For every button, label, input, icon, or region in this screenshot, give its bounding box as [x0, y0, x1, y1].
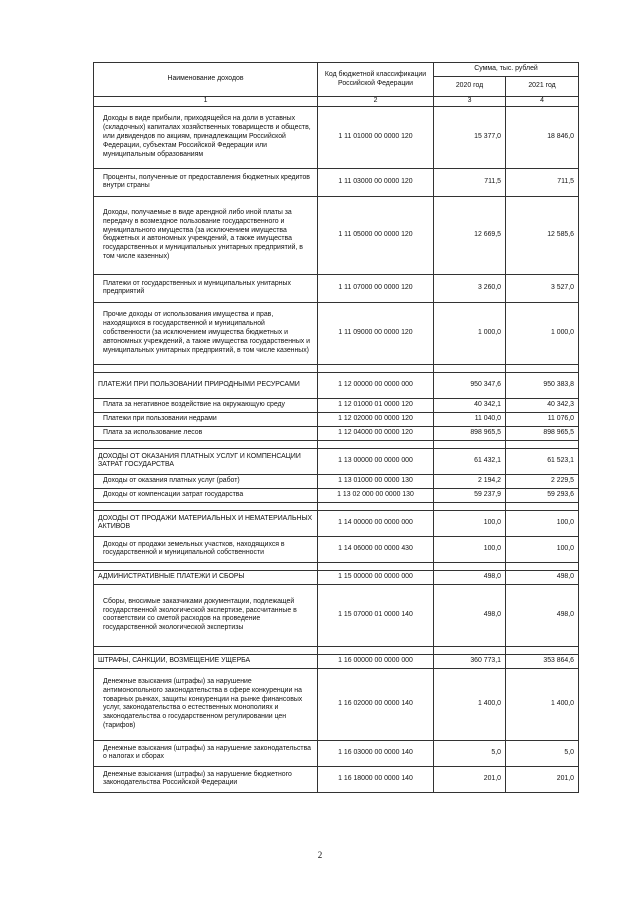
row-code: 1 16 18000 00 0000 140: [318, 766, 434, 792]
table-row: [94, 398, 579, 412]
spacer-cell: [506, 440, 579, 448]
header-index-4: 4: [506, 97, 579, 107]
row-name: Прочие доходы от использования имущества и прав, находящихся в государственной и муниципальной собственности (за исключением имущества бюджетных и автономных учреждений, а также имущества государственных и муниципальных унитарных предприятий, в том числе казенных): [94, 302, 318, 364]
table-body: [94, 106, 579, 792]
spacer-cell: [94, 562, 318, 570]
row-value-2021: 950 383,8: [506, 372, 579, 398]
row-value-2021: 5,0: [506, 740, 579, 766]
row-value-2020: 201,0: [434, 766, 506, 792]
row-value-2020: 950 347,6: [434, 372, 506, 398]
revenue-table: [93, 62, 579, 793]
row-code: 1 13 01000 00 0000 130: [318, 474, 434, 488]
header-index-1: 1: [94, 97, 318, 107]
row-name: Проценты, полученные от предоставления бюджетных кредитов внутри страны: [94, 168, 318, 196]
spacer-row: [94, 562, 579, 570]
row-value-2020: 1 400,0: [434, 668, 506, 740]
table-row: [94, 766, 579, 792]
header-year-2021: 2021 год: [506, 77, 579, 97]
row-code: 1 11 05000 00 0000 120: [318, 196, 434, 274]
table-row: [94, 106, 579, 168]
row-value-2021: 100,0: [506, 510, 579, 536]
row-name: Доходы от компенсации затрат государства: [94, 488, 318, 502]
header-sum: Сумма, тыс. рублей: [434, 63, 579, 77]
row-name: ДОХОДЫ ОТ ПРОДАЖИ МАТЕРИАЛЬНЫХ И НЕМАТЕРИАЛЬНЫХ АКТИВОВ: [94, 510, 318, 536]
row-code: 1 13 02 000 00 0000 130: [318, 488, 434, 502]
row-code: 1 11 01000 00 0000 120: [318, 106, 434, 168]
row-value-2020: 100,0: [434, 536, 506, 562]
row-name: Денежные взыскания (штрафы) за нарушение бюджетного законодательства Российской Федерации: [94, 766, 318, 792]
row-name: Доходы от оказания платных услуг (работ): [94, 474, 318, 488]
spacer-cell: [94, 364, 318, 372]
row-value-2021: 1 400,0: [506, 668, 579, 740]
row-value-2020: 59 237,9: [434, 488, 506, 502]
group-row: [94, 448, 579, 474]
row-value-2020: 15 377,0: [434, 106, 506, 168]
table-row: [94, 274, 579, 302]
row-name: Плата за использование лесов: [94, 426, 318, 440]
spacer-cell: [434, 440, 506, 448]
row-value-2021: 40 342,3: [506, 398, 579, 412]
row-name: АДМИНИСТРАТИВНЫЕ ПЛАТЕЖИ И СБОРЫ: [94, 570, 318, 584]
row-value-2021: 61 523,1: [506, 448, 579, 474]
group-row: [94, 510, 579, 536]
row-value-2020: 3 260,0: [434, 274, 506, 302]
row-value-2021: 201,0: [506, 766, 579, 792]
spacer-cell: [434, 502, 506, 510]
row-name: Доходы, получаемые в виде арендной либо иной платы за передачу в возмездное пользование государственного и муниципального имущества (за исключением имущества бюджетных и автономных учреждений, а также имущества государственных и муниципальных унитарных предприятий, в том числе казенных): [94, 196, 318, 274]
row-value-2020: 498,0: [434, 570, 506, 584]
row-value-2021: 11 076,0: [506, 412, 579, 426]
row-value-2021: 898 965,5: [506, 426, 579, 440]
table-row: [94, 584, 579, 646]
group-row: [94, 654, 579, 668]
table-row: [94, 474, 579, 488]
row-value-2020: 12 669,5: [434, 196, 506, 274]
row-name: Денежные взыскания (штрафы) за нарушение законодательства о налогах и сборах: [94, 740, 318, 766]
spacer-row: [94, 440, 579, 448]
row-code: 1 16 00000 00 0000 000: [318, 654, 434, 668]
table-row: [94, 302, 579, 364]
row-value-2020: 711,5: [434, 168, 506, 196]
spacer-cell: [318, 364, 434, 372]
header-name: Наименование доходов: [94, 63, 318, 97]
row-value-2020: 5,0: [434, 740, 506, 766]
page-number: 2: [317, 850, 323, 860]
spacer-cell: [318, 440, 434, 448]
row-value-2020: 61 432,1: [434, 448, 506, 474]
row-code: 1 12 01000 01 0000 120: [318, 398, 434, 412]
table-row: [94, 740, 579, 766]
row-value-2021: 353 864,6: [506, 654, 579, 668]
row-name: Платежи при пользовании недрами: [94, 412, 318, 426]
row-name: Доходы в виде прибыли, приходящейся на доли в уставных (складочных) капиталах хозяйственных товариществ и обществ, или дивидендов по акциям, принадлежащим Российской Федерации, субъектам Российской Федерации или муниципальным образованиям: [94, 106, 318, 168]
spacer-cell: [318, 562, 434, 570]
spacer-row: [94, 364, 579, 372]
group-row: [94, 372, 579, 398]
row-code: 1 15 07000 01 0000 140: [318, 584, 434, 646]
spacer-row: [94, 502, 579, 510]
row-value-2020: 360 773,1: [434, 654, 506, 668]
spacer-cell: [94, 502, 318, 510]
row-code: 1 11 07000 00 0000 120: [318, 274, 434, 302]
table-row: [94, 668, 579, 740]
spacer-cell: [434, 562, 506, 570]
row-value-2020: 40 342,1: [434, 398, 506, 412]
row-value-2021: 100,0: [506, 536, 579, 562]
table-row: [94, 488, 579, 502]
spacer-cell: [318, 646, 434, 654]
row-code: 1 16 02000 00 0000 140: [318, 668, 434, 740]
table-row: [94, 412, 579, 426]
spacer-cell: [94, 646, 318, 654]
spacer-row: [94, 646, 579, 654]
row-value-2020: 2 194,2: [434, 474, 506, 488]
row-value-2021: 59 293,6: [506, 488, 579, 502]
row-code: 1 12 00000 00 0000 000: [318, 372, 434, 398]
row-value-2020: 898 965,5: [434, 426, 506, 440]
row-value-2021: 12 585,6: [506, 196, 579, 274]
row-name: Платежи от государственных и муниципальных унитарных предприятий: [94, 274, 318, 302]
table-row: [94, 536, 579, 562]
row-value-2021: 1 000,0: [506, 302, 579, 364]
row-value-2020: 11 040,0: [434, 412, 506, 426]
row-code: 1 14 06000 00 0000 430: [318, 536, 434, 562]
row-code: 1 13 00000 00 0000 000: [318, 448, 434, 474]
row-code: 1 12 04000 00 0000 120: [318, 426, 434, 440]
row-value-2020: 1 000,0: [434, 302, 506, 364]
row-value-2021: 498,0: [506, 584, 579, 646]
table-row: [94, 168, 579, 196]
row-code: 1 14 00000 00 0000 000: [318, 510, 434, 536]
row-code: 1 11 03000 00 0000 120: [318, 168, 434, 196]
header-index-3: 3: [434, 97, 506, 107]
group-row: [94, 570, 579, 584]
row-code: 1 16 03000 00 0000 140: [318, 740, 434, 766]
row-value-2021: 3 527,0: [506, 274, 579, 302]
row-value-2021: 498,0: [506, 570, 579, 584]
row-code: 1 12 02000 00 0000 120: [318, 412, 434, 426]
row-name: Доходы от продажи земельных участков, находящихся в государственной и муниципальной собственности: [94, 536, 318, 562]
row-name: ШТРАФЫ, САНКЦИИ, ВОЗМЕЩЕНИЕ УЩЕРБА: [94, 654, 318, 668]
table-row: [94, 196, 579, 274]
row-name: Денежные взыскания (штрафы) за нарушение антимонопольного законодательства в сфере конкуренции на товарных рынках, защиты конкуренции на рынке финансовых услуг, законодательства о естественных монополиях и законодательства о государственном регулировании цен (тарифов): [94, 668, 318, 740]
spacer-cell: [94, 440, 318, 448]
spacer-cell: [506, 646, 579, 654]
header-year-2020: 2020 год: [434, 77, 506, 97]
row-code: 1 15 00000 00 0000 000: [318, 570, 434, 584]
table-row: [94, 426, 579, 440]
row-code: 1 11 09000 00 0000 120: [318, 302, 434, 364]
row-name: Сборы, вносимые заказчиками документации, подлежащей государственной экологической экспертизе, рассчитанные в соответствии со сметой расходов на проведение государственной экологической экспертизы: [94, 584, 318, 646]
header-index-2: 2: [318, 97, 434, 107]
header-code: Код бюджетной классификации Российской Федерации: [318, 63, 434, 97]
row-value-2021: 2 229,5: [506, 474, 579, 488]
spacer-cell: [506, 562, 579, 570]
row-value-2021: 711,5: [506, 168, 579, 196]
row-name: Плата за негативное воздействие на окружающую среду: [94, 398, 318, 412]
spacer-cell: [318, 502, 434, 510]
spacer-cell: [434, 646, 506, 654]
spacer-cell: [506, 364, 579, 372]
spacer-cell: [506, 502, 579, 510]
row-value-2020: 498,0: [434, 584, 506, 646]
row-name: ДОХОДЫ ОТ ОКАЗАНИЯ ПЛАТНЫХ УСЛУГ И КОМПЕНСАЦИИ ЗАТРАТ ГОСУДАРСТВА: [94, 448, 318, 474]
table-header: [94, 63, 579, 107]
row-value-2021: 18 846,0: [506, 106, 579, 168]
row-name: ПЛАТЕЖИ ПРИ ПОЛЬЗОВАНИИ ПРИРОДНЫМИ РЕСУРСАМИ: [94, 372, 318, 398]
spacer-cell: [434, 364, 506, 372]
row-value-2020: 100,0: [434, 510, 506, 536]
